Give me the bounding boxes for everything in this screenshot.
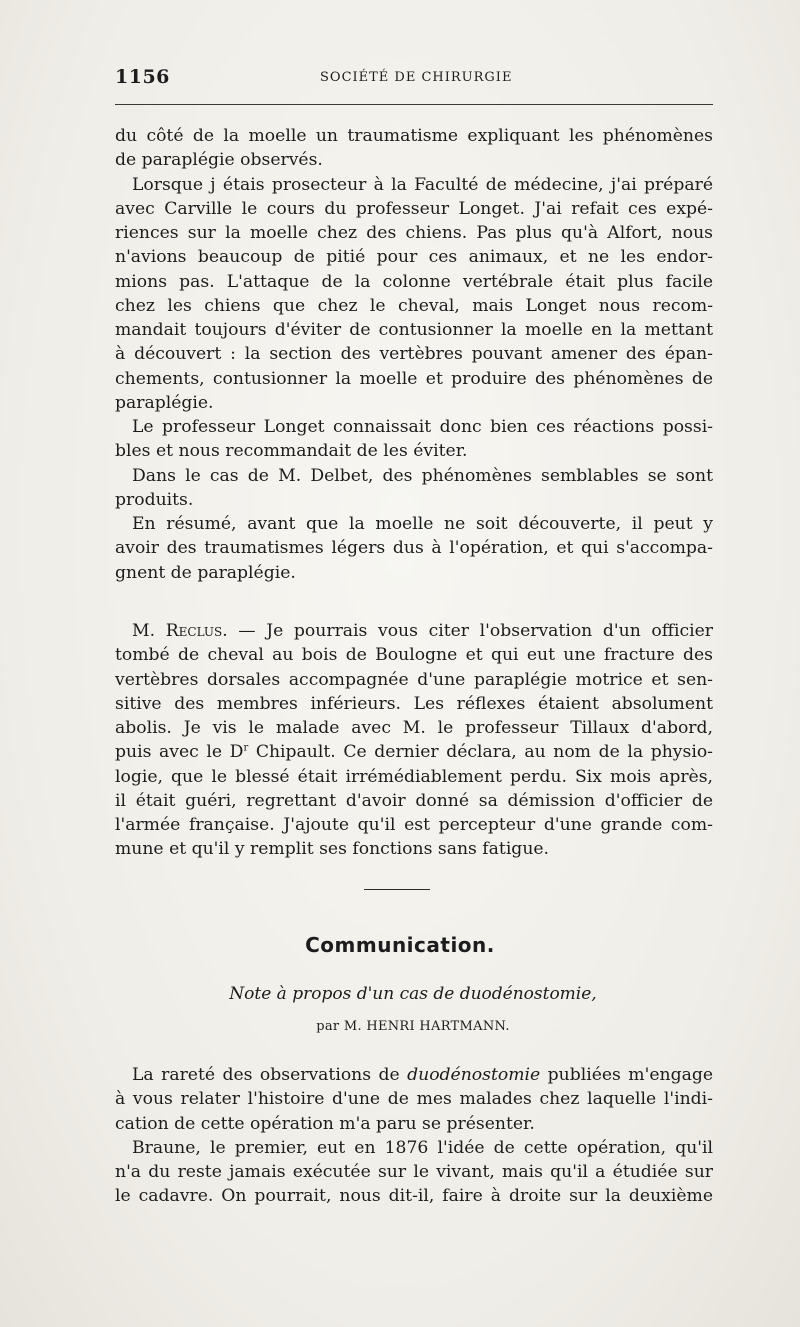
text-line: du côté de la moelle un traumatisme expliquant les phénomènes <box>115 126 713 146</box>
text-line: tombé de cheval au bois de Boulogne et qui eut une fracture des <box>115 645 713 666</box>
paragraph-block-a <box>115 124 713 585</box>
text-line: sitive des membres inférieurs. Les réflexes étaient absolument <box>115 693 713 714</box>
text-line: riences sur la moelle chez des chiens. Pas plus qu'à Alfort, nous <box>115 223 713 243</box>
section-divider <box>364 889 430 890</box>
text-line: avoir des traumatismes légers dus à l'opération, et qui s'accompa- <box>115 538 713 559</box>
text-fragment: Chipault. Ce dernier déclara, au nom de la physio- <box>248 742 713 763</box>
text-line <box>115 740 713 764</box>
text-line: vertèbres dorsales accompagnée d'une paraplégie motrice et sen- <box>115 669 713 690</box>
note-title: Note à propos d'un cas de duodénostomie, <box>229 984 597 1004</box>
header-rule <box>115 104 713 105</box>
text-line: chements, contusionner la moelle et produire des phénomènes de <box>115 368 713 389</box>
paragraph-reclus <box>115 619 713 862</box>
text-line <box>115 1063 713 1087</box>
text-line: l'armée française. J'ajoute qu'il est percepteur d'une grande com- <box>115 815 713 835</box>
text-line: de paraplégie observés. <box>115 150 323 171</box>
text-line: il était guéri, regrettant d'avoir donné sa démission d'officier de <box>115 790 713 811</box>
text-line: Braune, le premier, eut en 1876 l'idée de cette opération, qu'il <box>132 1137 713 1158</box>
text-line: à vous relater l'histoire d'une de mes malades chez laquelle l'indi- <box>115 1089 713 1110</box>
text-line: abolis. Je vis le malade avec M. le professeur Tillaux d'abord, <box>115 718 713 738</box>
text-line: n'a du reste jamais exécutée sur le vivant, mais qu'il a étudiée sur <box>115 1162 713 1182</box>
text-line: paraplégie. <box>115 392 214 413</box>
text-line: Le professeur Longet connaissait donc bien ces réactions possi- <box>132 417 713 437</box>
text-line <box>115 619 713 643</box>
superscript: r <box>243 742 249 754</box>
paragraph-block-c <box>115 1063 713 1209</box>
text-line: mions pas. L'attaque de la colonne vertébrale était plus facile <box>115 271 713 292</box>
author-line: par M. HENRI HARTMANN. <box>316 1019 510 1034</box>
running-title: SOCIÉTÉ DE CHIRURGIE <box>320 70 513 85</box>
text-line: mandait toujours d'éviter de contusionner la moelle en la mettant <box>115 320 713 340</box>
page-header <box>115 66 713 94</box>
speaker-prefix: M. <box>132 621 166 641</box>
text-line: bles et nous recommandait de les éviter. <box>115 441 468 462</box>
text-line: à découvert : la section des vertèbres pouvant amener des épan- <box>115 344 713 365</box>
text-line: le cadavre. On pourrait, nous dit-il, faire à droite sur la deuxième <box>115 1186 713 1207</box>
text-line: n'avions beaucoup de pitié pour ces animaux, et ne les endor- <box>115 247 713 268</box>
text-line: gnent de paraplégie. <box>115 562 296 583</box>
speaker-name: Reclus <box>165 621 223 641</box>
text-line: mune et qu'il y remplit ses fonctions sans fatigue. <box>115 839 550 860</box>
text-line: En résumé, avant que la moelle ne soit découverte, il peut y <box>132 514 713 534</box>
text-fragment: . — Je pourrais vous citer l'observation d'un officier <box>222 621 713 641</box>
italic-term: duodénostomie <box>407 1065 541 1085</box>
text-line: cation de cette opération m'a paru se présenter. <box>115 1113 535 1134</box>
text-fragment: publiées m'engage <box>540 1065 713 1085</box>
text-line: Lorsque j étais prosecteur à la Faculté de médecine, j'ai préparé <box>132 174 713 195</box>
text-line: avec Carville le cours du professeur Longet. J'ai refait ces expé- <box>115 198 713 219</box>
text-line: Dans le cas de M. Delbet, des phénomènes semblables se sont <box>132 465 713 486</box>
section-title: Communication. <box>305 933 495 957</box>
text-fragment: puis avec le D <box>115 742 244 763</box>
text-line: chez les chiens que chez le cheval, mais Longet nous recom- <box>115 295 713 316</box>
text-fragment: La rareté des observations de <box>132 1065 408 1085</box>
page-number: 1156 <box>115 66 170 88</box>
text-line: produits. <box>115 489 194 510</box>
text-line: logie, que le blessé était irrémédiablement perdu. Six mois après, <box>115 766 713 787</box>
